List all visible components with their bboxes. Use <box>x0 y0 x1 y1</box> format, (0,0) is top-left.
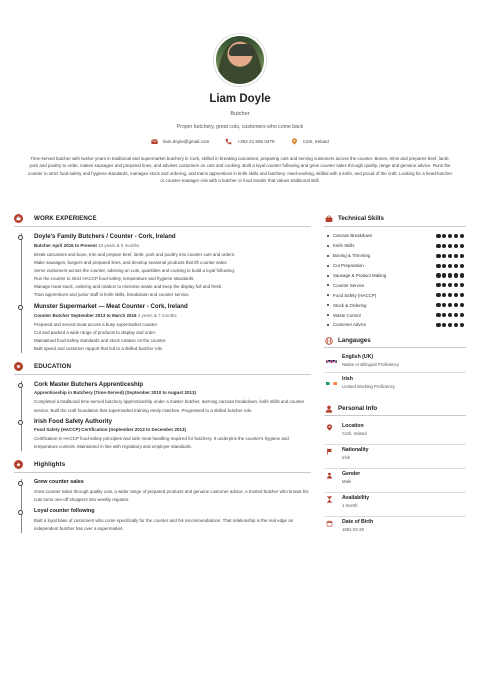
language-item <box>324 375 466 397</box>
rating-dot <box>460 273 464 277</box>
skill-row <box>324 251 466 261</box>
timeline-dot <box>18 510 23 515</box>
rating-dot <box>454 264 458 268</box>
highlight-title: Grew counter sales <box>34 479 84 486</box>
skill-name: Customer Advice <box>333 322 367 328</box>
flag-icon <box>326 448 333 455</box>
section-title: Personal Info <box>338 404 378 412</box>
calendar-icon <box>326 520 333 527</box>
candidate-name: Liam Doyle <box>209 93 271 105</box>
rating-dot <box>436 244 440 248</box>
rating-dot <box>460 283 464 287</box>
highlight-item <box>34 479 311 504</box>
contact-bar <box>0 138 480 145</box>
experience-item <box>34 233 311 299</box>
bullet-icon <box>327 324 329 326</box>
education-qualification: Apprenticeship in Butchery (Time-Served) (September 2010 to August 2013) <box>34 390 197 396</box>
rating-dot <box>448 313 452 317</box>
info-value: 1991-02-20 <box>342 526 364 532</box>
rating-dot <box>442 244 446 248</box>
language-name: English (UK) <box>342 353 374 360</box>
bullet-icon <box>327 284 329 286</box>
briefcase-icon <box>14 214 23 223</box>
personal-info-item <box>324 446 466 470</box>
tagline: Proper butchery, great cuts, customers who come back <box>176 124 304 130</box>
skill-row <box>324 300 466 310</box>
rating-dot <box>448 234 452 238</box>
profile-photo <box>214 34 266 86</box>
bullet-icon <box>327 265 329 267</box>
location-pin-icon <box>291 138 298 145</box>
job-title: Butcher <box>230 111 250 117</box>
skill-name: Stock & Ordering <box>333 302 367 308</box>
personal-info-list <box>324 422 466 542</box>
rating-dot <box>442 264 446 268</box>
language-name: Irish <box>342 375 353 382</box>
phone-text: +353 21 555 0478 <box>237 139 275 144</box>
divider <box>14 374 311 375</box>
divider <box>324 372 466 373</box>
info-label: Location <box>342 422 364 429</box>
experience-timeline <box>14 233 311 353</box>
rating-dot <box>460 323 464 327</box>
rating-dot <box>436 313 440 317</box>
skill-row <box>324 320 466 330</box>
experience-description: Prepared and served meat across a busy supermarket counter. Cut and packed a wide range of products to display and order. Maintained food-safety standards and stock rotation on the counter. Built speed and customer rapport that led to a skilled butcher role. <box>34 321 167 351</box>
skill-rating <box>436 293 464 297</box>
section-title: Langauges <box>338 336 371 344</box>
experience-duration: 2 years & 7 months <box>137 312 177 318</box>
profile-summary: Time-served butcher with twelve years in traditional and supermarket butchery in Cork, skilled in breaking carcasses, preparing cuts and serving customers across the counter. Bones, trims and prepares beef, lamb, pork and poultry to order, makes sausages and prepared lines, and advises customers on cuts and cooking. Built a loyal counter following and grew counter sales through quality, range and genuine advice. Runs the counter to strict food-safety and hygiene standards, manages stock and ordering, and trains apprentices in knife skills and butchery. Hard-working, skilled with a knife, and proud of the craft. Looking for a head-butcher or counter-manager role with a butcher or food retailer that values traditional skill. <box>27 156 453 184</box>
skill-rating <box>436 264 464 268</box>
skill-rating <box>436 273 464 277</box>
section-title: WORK EXPERIENCE <box>34 215 97 222</box>
uk-flag-icon <box>326 355 337 363</box>
skill-name: Sausage & Product Making <box>333 273 387 278</box>
education-header <box>14 361 311 373</box>
education-description: Certification in HACCP food-safety principles and safe meat handling required for butchery. It underpins the counter's hygiene and temperature controls. Maintained in line with regulatory and employer standards. <box>34 436 289 450</box>
work-experience-header <box>14 213 311 225</box>
section-title: Highlights <box>34 461 66 469</box>
rating-dot <box>436 264 440 268</box>
bullet-icon <box>327 294 329 296</box>
toolbox-icon <box>325 215 333 223</box>
main-column <box>14 213 311 533</box>
bullet-icon <box>327 304 329 306</box>
timeline-dot <box>18 235 23 240</box>
education-institution: Cork Master Butchers Apprenticeship <box>34 380 144 388</box>
rating-dot <box>442 323 446 327</box>
rating-dot <box>454 244 458 248</box>
technical-skills-header <box>324 213 466 225</box>
experience-role: Butcher April 2016 to Present 10 years & 5 months <box>34 242 140 248</box>
rating-dot <box>454 283 458 287</box>
rating-dot <box>442 273 446 277</box>
side-column <box>324 213 466 542</box>
location-pin-icon <box>326 424 333 431</box>
divider <box>324 415 466 416</box>
rating-dot <box>436 273 440 277</box>
skill-name: Waste Control <box>333 312 361 318</box>
experience-description: Break carcasses and bone, trim and prepare beef, lamb, pork and poultry into counter cuts and orders. Make sausages, burgers and prepared lines, and develop seasonal products that lift counter sales. Serve customers across the counter, advising on cuts, quantities and cooking to build a loyal following. Run the counter to strict HACCP food-safety, temperature and hygiene standards. Manage meat stock, ordering and rotation to minimise waste and keep the display full and fresh. Train apprentices and junior staff in knife skills, breakdown and counter service. <box>34 251 236 297</box>
bullet-icon <box>327 255 329 257</box>
rating-dot <box>436 303 440 307</box>
rating-dot <box>460 264 464 268</box>
divider <box>14 472 311 473</box>
skill-name: Knife Skills <box>333 243 355 249</box>
info-value: Irish <box>342 454 351 460</box>
bullet-icon <box>327 314 329 316</box>
experience-duration: 10 years & 5 months <box>98 242 140 248</box>
contact-phone[interactable] <box>225 138 274 145</box>
experience-employer: Doyle's Family Butchers / Counter - Cork, Ireland <box>34 233 176 240</box>
rating-dot <box>448 293 452 297</box>
contact-email[interactable] <box>151 138 209 145</box>
rating-dot <box>448 244 452 248</box>
rating-dot <box>448 254 452 258</box>
highlights-header <box>14 459 311 471</box>
timeline-dot <box>18 420 23 425</box>
rating-dot <box>436 283 440 287</box>
rating-dot <box>460 234 464 238</box>
skill-row <box>324 261 466 271</box>
rating-dot <box>436 293 440 297</box>
user-icon <box>325 405 333 413</box>
education-institution: Irish Food Safety Authority <box>34 417 112 425</box>
rating-dot <box>442 283 446 287</box>
rating-dot <box>454 234 458 238</box>
rating-dot <box>448 273 452 277</box>
rating-dot <box>460 313 464 317</box>
skill-rating <box>436 313 464 317</box>
skill-rating <box>436 303 464 307</box>
skill-name: Carcass Breakdown <box>333 233 373 239</box>
divider <box>324 347 466 348</box>
personal-info-item <box>324 422 466 446</box>
rating-dot <box>436 323 440 327</box>
rating-dot <box>460 244 464 248</box>
gender-icon <box>326 472 333 479</box>
ireland-flag-icon <box>326 377 337 385</box>
rating-dot <box>442 313 446 317</box>
experience-role: Counter Butcher September 2013 to March 2016 2 years & 7 months <box>34 312 177 318</box>
rating-dot <box>454 293 458 297</box>
rating-dot <box>454 303 458 307</box>
bullet-icon <box>327 275 329 277</box>
education-description: Completed a traditional time-served butchery apprenticeship under a master butcher, learning carcass breakdown, knife skills and counter service. Built the craft foundation that supermarket training rarely matches. Progressed to a skilled butcher role. <box>34 399 305 413</box>
skill-rating <box>436 323 464 327</box>
info-value: Cork, Ireland <box>342 430 367 436</box>
skill-name: Cut Preparation <box>333 263 364 269</box>
skill-row <box>324 280 466 290</box>
skills-list <box>324 231 466 330</box>
rating-dot <box>442 254 446 258</box>
rating-dot <box>442 234 446 238</box>
highlight-description: Grew counter sales through quality cuts, a wider range of prepared products and genuine customer advice. A trusted butcher who knows his cuts turns one-off shoppers into weekly regulars. <box>34 489 309 503</box>
info-label: Date of Birth <box>342 518 374 525</box>
divider <box>324 492 466 493</box>
highlight-title: Loyal counter following <box>34 507 95 514</box>
skill-name: Boning & Trimming <box>333 253 371 259</box>
info-label: Nationality <box>342 446 369 453</box>
timeline-dot <box>18 481 23 486</box>
education-item <box>34 418 311 452</box>
highlights-timeline <box>14 479 311 532</box>
skill-row <box>324 310 466 320</box>
skill-rating <box>436 244 464 248</box>
highlight-description: Built a loyal base of customers who come specifically for the counter and his recommendations. That relationship is the real edge an independent butcher has over a supermarket. <box>34 517 294 531</box>
rating-dot <box>448 264 452 268</box>
phone-icon <box>225 138 232 145</box>
skill-row <box>324 290 466 300</box>
rating-dot <box>454 254 458 258</box>
experience-employer: Munster Supermarket — Meat Counter - Cork, Ireland <box>34 303 188 311</box>
rating-dot <box>436 234 440 238</box>
language-level: Native or Bilingual Proficiency <box>342 361 399 367</box>
education-item <box>34 381 311 415</box>
globe-icon <box>325 337 333 345</box>
location-text: Cork, Ireland <box>302 139 329 144</box>
experience-item <box>34 303 311 353</box>
info-value: Male <box>342 478 352 484</box>
email-text: liam.doyle@gmail.com <box>163 139 210 144</box>
skill-name: Counter Service <box>333 282 365 288</box>
bullet-icon <box>327 235 329 237</box>
rating-dot <box>454 313 458 317</box>
hourglass-icon <box>326 496 333 503</box>
rating-dot <box>460 254 464 258</box>
divider <box>324 444 466 445</box>
personal-info-item <box>324 470 466 494</box>
languages-header <box>324 335 466 347</box>
info-label: Availability <box>342 494 370 501</box>
timeline-dot <box>18 305 23 310</box>
rating-dot <box>460 303 464 307</box>
star-icon <box>14 460 23 469</box>
skill-row <box>324 231 466 241</box>
education-qualification: Food Safety (HACCP) Certification (September 2013 to December 2013) <box>34 427 187 433</box>
rating-dot <box>436 254 440 258</box>
divider <box>14 226 311 227</box>
skill-rating <box>436 254 464 258</box>
divider <box>324 226 466 227</box>
email-icon <box>151 138 158 145</box>
education-timeline <box>14 381 311 451</box>
skill-row <box>324 241 466 251</box>
highlight-item <box>34 508 311 533</box>
rating-dot <box>448 283 452 287</box>
language-level: Limited Working Proficiency <box>342 383 395 389</box>
languages-list <box>324 353 466 397</box>
divider <box>324 468 466 469</box>
info-value: 1 month <box>342 502 358 508</box>
contact-location <box>291 138 329 145</box>
timeline-dot <box>18 383 23 388</box>
rating-dot <box>460 293 464 297</box>
rating-dot <box>454 273 458 277</box>
personal-info-item <box>324 518 466 542</box>
divider <box>324 516 466 517</box>
skill-rating <box>436 283 464 287</box>
rating-dot <box>442 293 446 297</box>
rating-dot <box>442 303 446 307</box>
skill-rating <box>436 234 464 238</box>
rating-dot <box>448 323 452 327</box>
skill-row <box>324 271 466 281</box>
language-item <box>324 353 466 375</box>
rating-dot <box>448 303 452 307</box>
personal-info-header <box>324 403 466 415</box>
section-title: Technical Skills <box>338 215 384 222</box>
section-title: EDUCATION <box>34 362 72 370</box>
info-label: Gender <box>342 470 361 477</box>
rating-dot <box>454 323 458 327</box>
personal-info-item <box>324 494 466 518</box>
bullet-icon <box>327 245 329 247</box>
graduation-cap-icon <box>14 362 23 371</box>
skill-name: Food Safety (HACCP) <box>333 292 377 298</box>
